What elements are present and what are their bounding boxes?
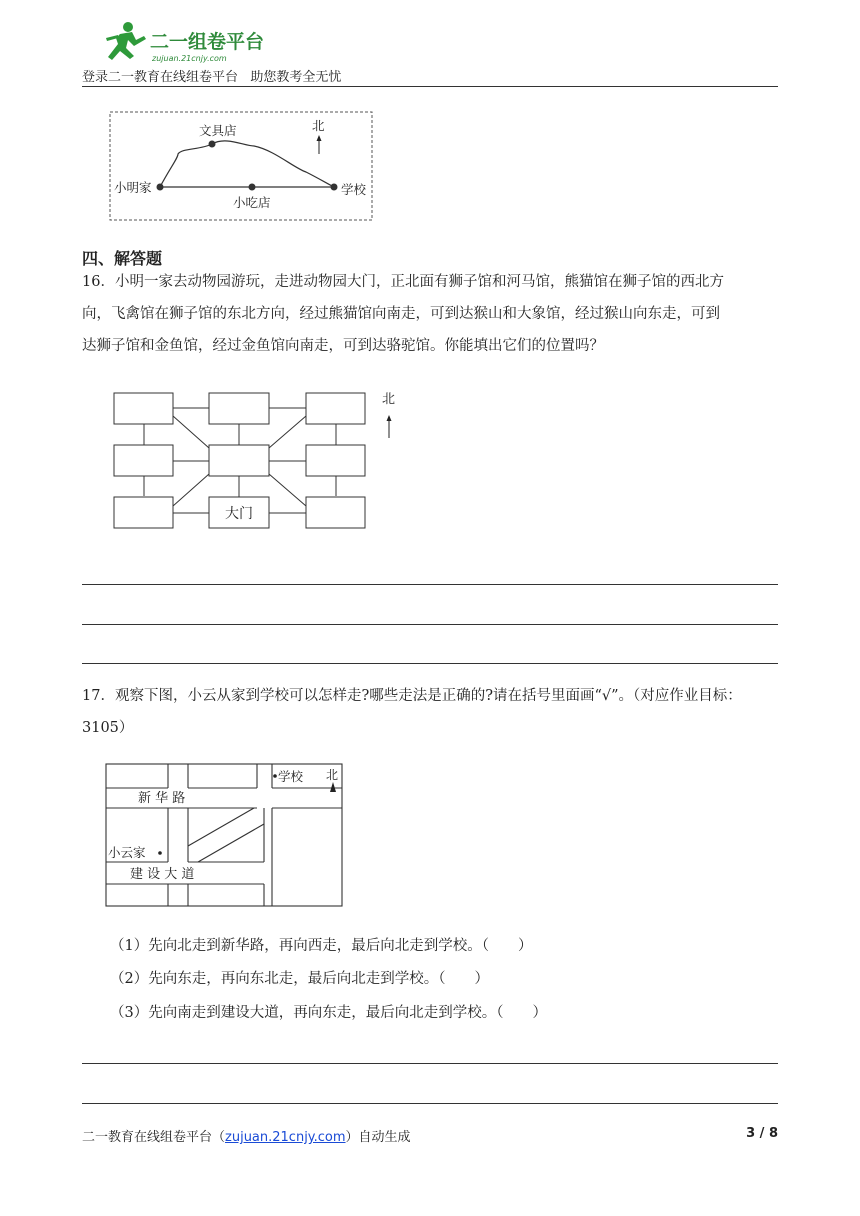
answer-line	[82, 624, 778, 625]
question-17-line: 17．观察下图，小云从家到学校可以怎样走?哪些走法是正确的?请在括号里面画“√”。（对应作业目标：	[82, 688, 742, 704]
zoo-box	[114, 497, 173, 528]
header-divider	[82, 86, 778, 87]
label-snack: 小吃店	[233, 195, 271, 210]
zoo-box	[306, 497, 365, 528]
answer-line	[82, 663, 778, 664]
answer-line	[82, 1103, 778, 1104]
answer-line	[82, 584, 778, 585]
zoo-box	[306, 445, 365, 476]
footer-prefix: 二一教育在线组卷平台（	[82, 1130, 226, 1145]
label-jianshe-avenue: 建 设 大 道	[130, 867, 195, 882]
home-marker	[157, 184, 164, 191]
question-17	[82, 680, 778, 744]
zoo-box-center	[209, 445, 269, 476]
map3-border	[106, 764, 342, 906]
page-number: 3 / 8	[746, 1126, 778, 1141]
logo-url: zujuan.21cnjy.com	[152, 54, 227, 63]
zoo-map	[108, 386, 408, 534]
label-stationery: 文具店	[199, 123, 237, 138]
option-1: （1）先向北走到新华路，再向西走，最后向北走到学校。（ ）	[110, 938, 533, 954]
logo-title: 二一组卷平台	[150, 31, 265, 53]
school-marker	[273, 774, 277, 778]
label-gate: 大门	[225, 506, 253, 522]
label-home: 小明家	[114, 180, 152, 195]
header-tagline: 登录二一教育在线组卷平台 助您教考全无忧	[82, 70, 342, 85]
footer-source	[82, 1126, 411, 1145]
north-arrow-icon	[317, 135, 322, 154]
answer-line	[82, 1063, 778, 1064]
school-marker	[331, 184, 338, 191]
site-logo	[92, 18, 282, 66]
home-marker	[158, 851, 162, 855]
snack-marker	[249, 184, 256, 191]
section-heading: 四、解答题	[82, 249, 163, 268]
label-school: 学校	[341, 182, 367, 197]
footer-link[interactable]: zujuan.21cnjy.com	[225, 1130, 346, 1145]
stationery-marker	[209, 141, 216, 148]
street-map-xiaoyun	[104, 762, 346, 910]
label-school: 学校	[278, 769, 304, 784]
zoo-box	[114, 393, 173, 424]
route-map-xiaoming	[104, 108, 376, 224]
label-home: 小云家	[108, 845, 146, 860]
running-figure-icon	[106, 22, 146, 60]
option-2: （2）先向东走，再向东北走，最后向北走到学校。（ ）	[110, 971, 489, 987]
zoo-box	[209, 393, 269, 424]
footer-suffix: ）自动生成	[345, 1130, 411, 1145]
winding-route	[160, 141, 334, 187]
label-north: 北	[326, 768, 339, 782]
zoo-box	[114, 445, 173, 476]
zoo-box	[306, 393, 365, 424]
question-16-line: 达狮子馆和金鱼馆，经过金鱼馆向南走，可到达骆驼馆。你能填出它们的位置吗？	[82, 338, 604, 354]
question-16-line: 16．小明一家去动物园游玩，走进动物园大门，正北面有狮子馆和河马馆，熊猫馆在狮子馆的西北方	[82, 274, 724, 290]
question-16-line: 向，飞禽馆在狮子馆的东北方向，经过熊猫馆向南走，可到达猴山和大象馆，经过猴山向东走，可到	[82, 306, 720, 322]
option-3: （3）先向南走到建设大道，再向东走，最后向北走到学校。（ ）	[110, 1005, 547, 1021]
label-north: 北	[382, 392, 396, 407]
label-xinhua-road: 新 华 路	[138, 791, 186, 806]
question-16	[82, 266, 778, 362]
north-arrow-icon	[387, 415, 392, 438]
question-17-line: 3105）	[82, 720, 134, 736]
label-north: 北	[312, 118, 325, 133]
north-arrow-icon	[330, 782, 336, 792]
